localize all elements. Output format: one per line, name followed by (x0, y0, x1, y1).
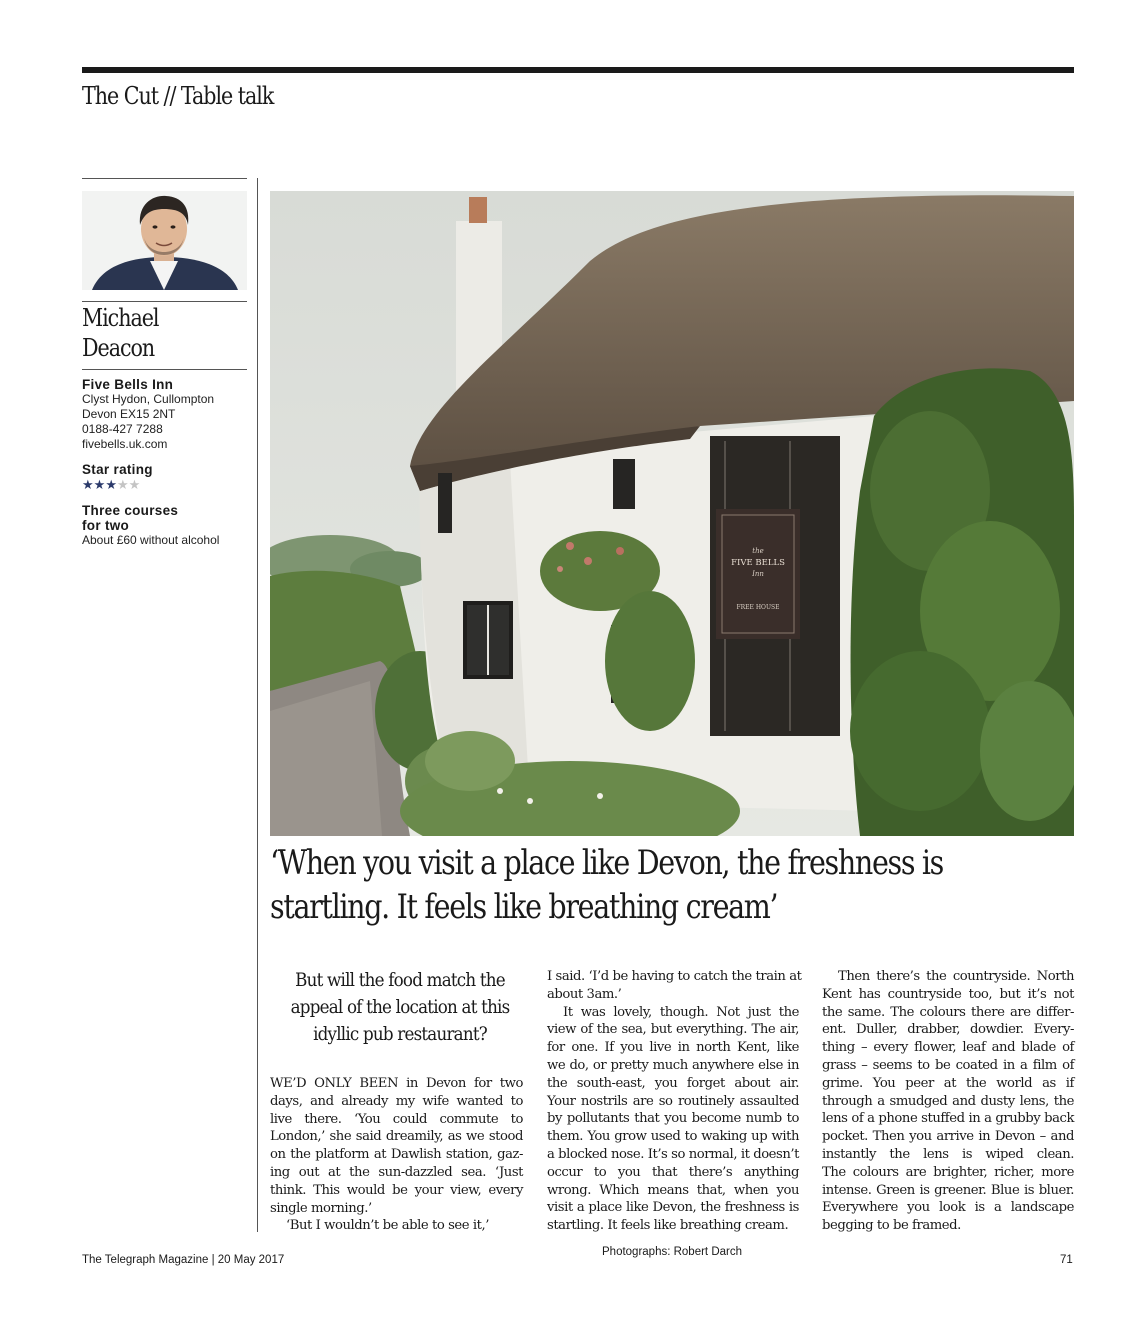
article-line: a blocked nose. It’s so normal, it doesn’t (547, 1146, 799, 1162)
article-line: we do, or pretty much anywhere else in (547, 1057, 799, 1073)
author-first-name: Michael (82, 304, 159, 332)
photo-credit: Photographs: Robert Darch (602, 1246, 742, 1258)
section-title: The Cut // Table talk (82, 82, 274, 110)
author-rule-bottom (82, 369, 247, 370)
author-last-name: Deacon (82, 334, 155, 362)
article-line: grime. You peer at the world as if (822, 1075, 1074, 1091)
article-line: for one. If you live in north Kent, like (547, 1040, 799, 1056)
article-line: visit a place like Devon, the freshness is (547, 1200, 799, 1216)
article-line: on the platform at Dawlish station, gaz- (270, 1147, 523, 1163)
main-photo (270, 191, 1074, 836)
article-line: through a smudged and dusty lens, the (822, 1093, 1074, 1109)
venue-address-line-2: Devon EX15 2NT (82, 407, 176, 421)
article-line: ‘But I wouldn’t be able to see it,’ (286, 1218, 489, 1234)
article-line: ing out at the sun-dazzled sea. ‘Just (270, 1164, 523, 1180)
article-line: wrong. Which means that, when you (547, 1182, 799, 1198)
star-filled-icon: ★ (82, 477, 94, 492)
article-line: I said. ‘I’d be having to catch the train at (547, 969, 802, 984)
article-line: view of the sea, but everything. The air, (547, 1022, 799, 1038)
article-column-1 (270, 1075, 523, 1235)
cottage-photo (270, 191, 1074, 836)
star-empty-icon: ★ (128, 477, 141, 492)
author-portrait (82, 191, 247, 290)
article-line: live there. ‘You could commute to (270, 1111, 523, 1127)
top-rule (82, 67, 1074, 73)
article-line: by pollutants that you become numb to (547, 1111, 799, 1127)
article-column-2 (547, 968, 802, 1235)
article-line: Your nostrils are so routinely assaulted (547, 1093, 799, 1109)
article-line: ent. Duller, drabber, dowdier. Every- (822, 1022, 1074, 1038)
pull-quote-line-1: ‘When you visit a place like Devon, the freshness is (270, 843, 943, 883)
price-label-line-2: for two (82, 518, 130, 533)
author-name (82, 303, 158, 363)
venue-website: fivebells.uk.com (82, 437, 168, 451)
sign-text-the: the (752, 547, 764, 555)
article-line: about 3am.’ (547, 986, 622, 1002)
article-line: the same. The colours there are differ- (822, 1004, 1074, 1020)
price-value: About £60 without alcohol (82, 533, 220, 547)
price-label-line-1: Three courses (82, 503, 179, 518)
article-line: grass – seems to be coated in a film of (822, 1057, 1074, 1073)
article-line: days, and already my wife wanted to (270, 1093, 523, 1109)
article-line: WE’D ONLY BEEN in Devon for two (270, 1076, 523, 1091)
article-column-3 (822, 968, 1074, 1235)
venue-phone: 0188-427 7288 (82, 422, 163, 436)
footer-publication: The Telegraph Magazine | 20 May 2017 (82, 1254, 285, 1266)
article-line: think. This would be your view, every (270, 1182, 523, 1198)
article-line: Everywhere you look is a landscape (822, 1200, 1074, 1216)
article-line: pocket. Then you arrive in Devon – and (822, 1129, 1074, 1145)
sign-text-name: FIVE BELLS (731, 558, 785, 568)
article-line: them. You grow used to waking up with (547, 1129, 799, 1145)
sign-text-inn: Inn (752, 570, 764, 578)
author-rule-top (82, 301, 247, 302)
article-line: lens of a phone stuffed in a grubby back (822, 1111, 1074, 1127)
sign-text-free-house: FREE HOUSE (736, 604, 780, 611)
article-line: occur to you that there’s anything (547, 1164, 799, 1180)
article-line: begging to be framed. (822, 1218, 961, 1234)
star-rating (82, 478, 252, 492)
article-line: It was lovely, though. Not just the (563, 1004, 799, 1020)
venue-name: Five Bells Inn (82, 377, 174, 392)
article-line: startling. It feels like breathing cream. (547, 1218, 789, 1234)
standfirst (270, 967, 530, 1048)
article-line: thing – every flower, leaf and blade of (822, 1040, 1074, 1056)
article-line: Then there’s the countryside. North (838, 969, 1074, 984)
article-line: instantly the lens is wiped clean. (822, 1146, 1074, 1162)
pull-quote-line-2: startling. It feels like breathing cream’ (270, 887, 778, 927)
article-line: London,’ she said dreamily, as we stood (270, 1129, 523, 1145)
star-filled-icon: ★ (93, 477, 106, 492)
sidebar-top-rule (82, 178, 247, 179)
star-rating-label: Star rating (82, 462, 153, 477)
column-divider (257, 178, 258, 1232)
star-empty-icon: ★ (116, 477, 129, 492)
standfirst-line-2: appeal of the location at this (290, 996, 510, 1018)
venue-info (82, 377, 252, 548)
article-line: single morning.’ (270, 1200, 372, 1216)
article-line: Kent has countryside too, but it’s not (822, 986, 1074, 1002)
article-line: The colours are brighter, richer, more (822, 1164, 1074, 1180)
portrait-image (82, 191, 247, 290)
standfirst-line-3: idyllic pub restaurant? (313, 1023, 487, 1045)
venue-address-line-1: Clyst Hydon, Cullompton (82, 392, 215, 406)
article-line: intense. Green is greener. Blue is bluer. (822, 1182, 1074, 1198)
pull-quote (270, 841, 945, 929)
footer-page-number: 71 (1060, 1254, 1073, 1266)
standfirst-line-1: But will the food match the (295, 969, 505, 991)
star-filled-icon: ★ (105, 477, 117, 492)
article-line: the south-east, you forget about air. (547, 1075, 799, 1091)
